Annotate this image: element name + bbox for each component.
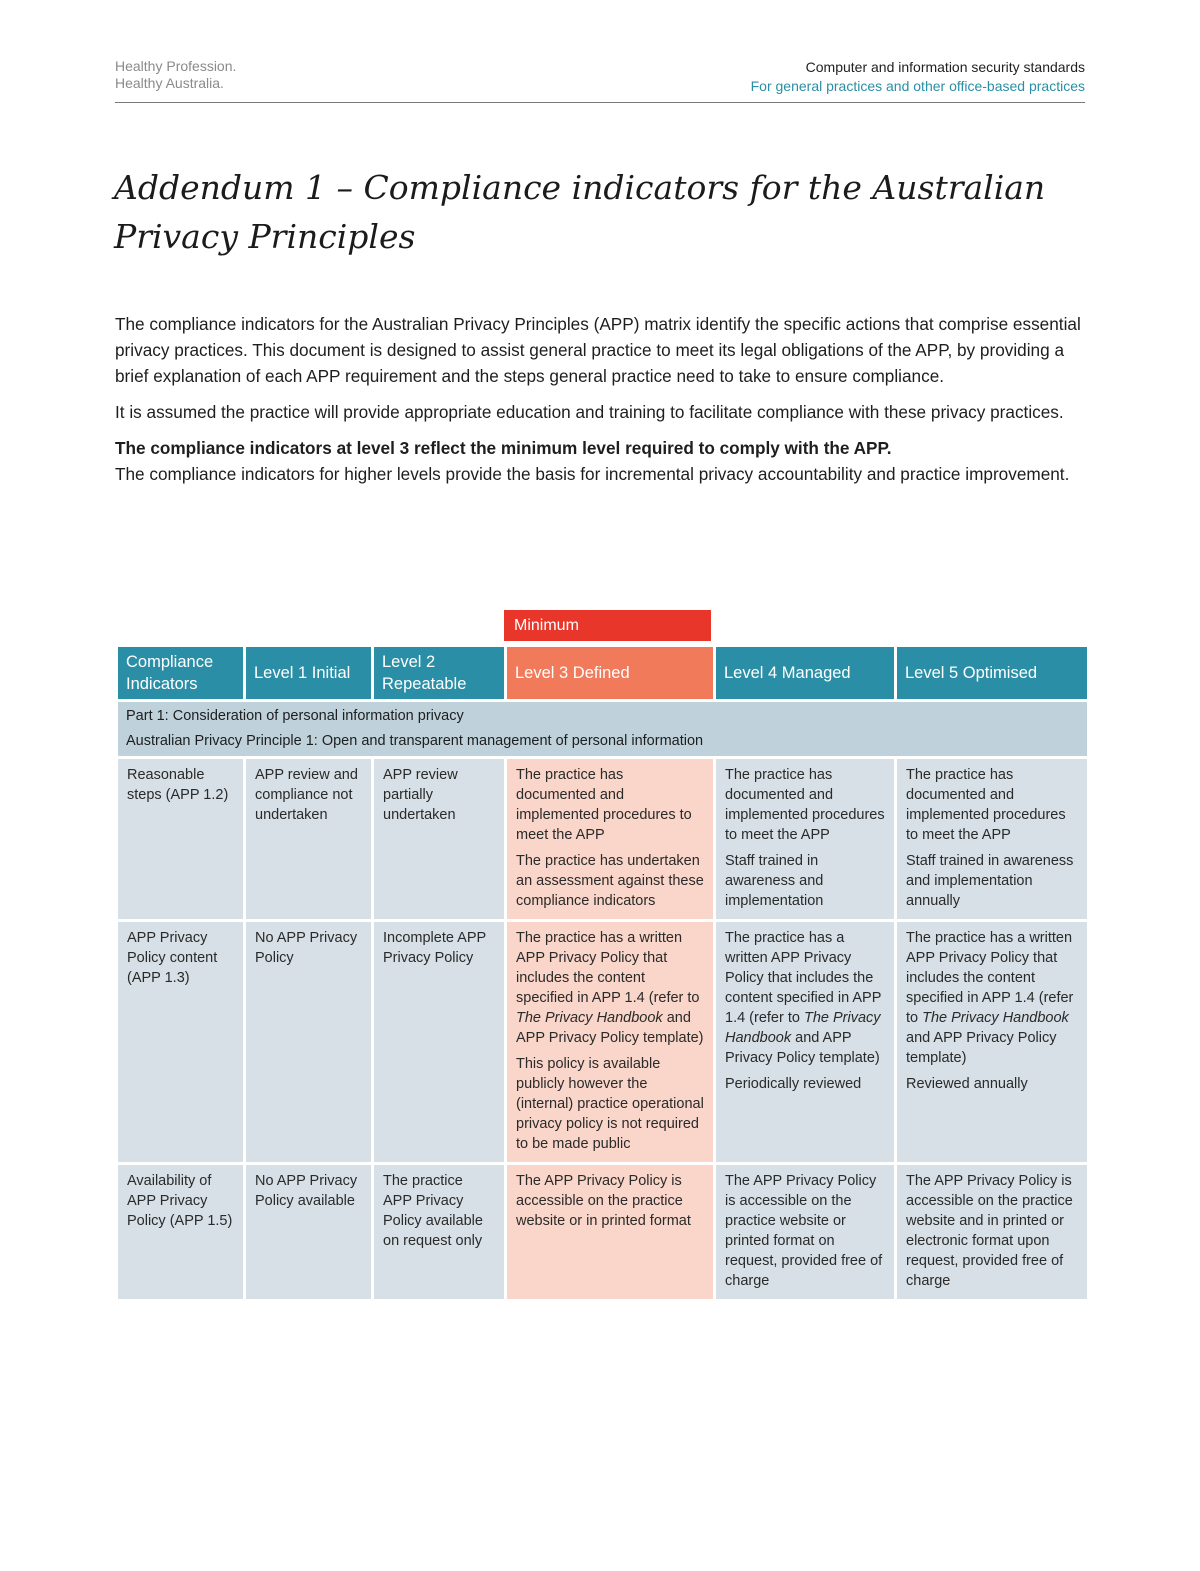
- cell-paragraph: The practice has documented and implemented procedures to meet the APP: [516, 767, 692, 843]
- handbook-title: The Privacy Handbook: [516, 1010, 663, 1026]
- brand-tagline: [115, 58, 236, 92]
- document-title: Computer and information security standards: [805, 59, 1085, 75]
- indicator-cell: APP Privacy Policy content (APP 1.3): [118, 922, 243, 1162]
- intro-higher-levels: The compliance indicators for higher levels provide the basis for incremental privacy accountability and practice improvement.: [115, 464, 1070, 484]
- level-5-cell: The APP Privacy Policy is accessible on the practice website and in printed or electronic format upon request, provided free of charge: [897, 1165, 1087, 1299]
- cell-paragraph: Periodically reviewed: [725, 1076, 862, 1092]
- level-1-cell: APP review and compliance not undertaken: [246, 759, 371, 919]
- level-4-cell: [716, 922, 894, 1162]
- header-level-3: Level 3 Defined: [507, 647, 713, 699]
- cell-paragraph: Staff trained in awareness and implementation: [725, 853, 824, 909]
- intro-paragraph-2: It is assumed the practice will provide appropriate education and training to facilitate compliance with these privacy practices.: [115, 402, 1064, 422]
- intro-paragraph-1: The compliance indicators for the Australian Privacy Principles (APP) matrix identify the specific actions that comprise essential privacy practices. This document is designed to assist general practice to meet its legal obligations of the APP, by providing a brief explanation of each APP requirement and the steps general practice need to take to ensure compliance.: [115, 314, 1081, 386]
- indicator-cell: Availability of APP Privacy Policy (APP 1.5): [118, 1165, 243, 1299]
- compliance-matrix: [115, 644, 1090, 1302]
- indicator-cell: Reasonable steps (APP 1.2): [118, 759, 243, 919]
- section-heading: [118, 702, 1087, 756]
- intro-paragraph-3: [115, 435, 1085, 487]
- page-title-line-2: Privacy Principles: [114, 217, 416, 256]
- level-4-cell: [716, 759, 894, 919]
- brand-line-1: Healthy Profession.: [115, 58, 237, 74]
- level-1-cell: No APP Privacy Policy: [246, 922, 371, 1162]
- level-3-cell: The APP Privacy Policy is accessible on the practice website or in printed format: [507, 1165, 713, 1299]
- minimum-tag: Minimum: [504, 610, 711, 641]
- text-segment: The practice has a written APP Privacy Policy that includes the content specified in APP 1.4 (refer to: [516, 930, 700, 1006]
- cell-paragraph: [906, 928, 1078, 1068]
- header-level-5: Level 5 Optimised: [897, 647, 1087, 699]
- table-row: [118, 922, 1087, 1162]
- page-title: [114, 163, 1094, 261]
- level-2-cell: The practice APP Privacy Policy available on request only: [374, 1165, 504, 1299]
- level-2-cell: Incomplete APP Privacy Policy: [374, 922, 504, 1162]
- brand-line-2: Healthy Australia.: [115, 75, 224, 91]
- level-3-cell: [507, 922, 713, 1162]
- level-2-cell: APP review partially undertaken: [374, 759, 504, 919]
- header-row: [118, 647, 1087, 699]
- text-segment: The practice has a written APP Privacy Policy that includes the content specified in APP 1.4 (refer to: [725, 930, 882, 1026]
- cell-paragraph: The practice has documented and implemented procedures to meet the APP: [906, 767, 1066, 843]
- handbook-title: The Privacy Handbook: [725, 1010, 881, 1046]
- cell-paragraph: Reviewed annually: [906, 1076, 1028, 1092]
- cell-paragraph: [725, 928, 885, 1068]
- page-header: [115, 56, 1085, 103]
- text-segment: and APP Privacy Policy template): [906, 1030, 1057, 1066]
- cell-paragraph: [516, 928, 704, 1048]
- header-level-4: Level 4 Managed: [716, 647, 894, 699]
- header-level-1: Level 1 Initial: [246, 647, 371, 699]
- section-principle: Australian Privacy Principle 1: Open and transparent management of personal information: [126, 733, 704, 749]
- cell-paragraph: This policy is available publicly however the (internal) practice operational privacy policy is not required to be made public: [516, 1056, 704, 1152]
- cell-paragraph: The practice has undertaken an assessment against these compliance indicators: [516, 853, 704, 909]
- header-level-2: Level 2 Repeatable: [374, 647, 504, 699]
- section-part: Part 1: Consideration of personal information privacy: [126, 708, 464, 724]
- level-4-cell: The APP Privacy Policy is accessible on the practice website or printed format on request, provided free of charge: [716, 1165, 894, 1299]
- text-segment: The practice has a written APP Privacy Policy that includes the content specified in APP 1.4 (refer to: [906, 930, 1074, 1026]
- handbook-title: The Privacy Handbook: [922, 1010, 1069, 1026]
- document-subtitle: For general practices and other office-based practices: [750, 78, 1085, 94]
- page-title-line-1: Addendum 1 – Compliance indicators for the Australian: [114, 168, 1046, 207]
- intro-text: [115, 311, 1085, 497]
- cell-paragraph: The practice has documented and implemented procedures to meet the APP: [725, 767, 885, 843]
- intro-minimum-statement: The compliance indicators at level 3 reflect the minimum level required to comply with the APP.: [115, 438, 892, 458]
- level-1-cell: No APP Privacy Policy available: [246, 1165, 371, 1299]
- table-row: [118, 1165, 1087, 1299]
- level-3-cell: [507, 759, 713, 919]
- section-row: [118, 702, 1087, 756]
- cell-paragraph: Staff trained in awareness and implementation annually: [906, 853, 1074, 909]
- table-row: [118, 759, 1087, 919]
- document-meta: [751, 58, 1085, 96]
- level-5-cell: [897, 759, 1087, 919]
- text-segment: and APP Privacy Policy template): [516, 1010, 704, 1046]
- level-5-cell: [897, 922, 1087, 1162]
- text-segment: and APP Privacy Policy template): [725, 1030, 880, 1066]
- header-compliance-indicators: Compliance Indicators: [118, 647, 243, 699]
